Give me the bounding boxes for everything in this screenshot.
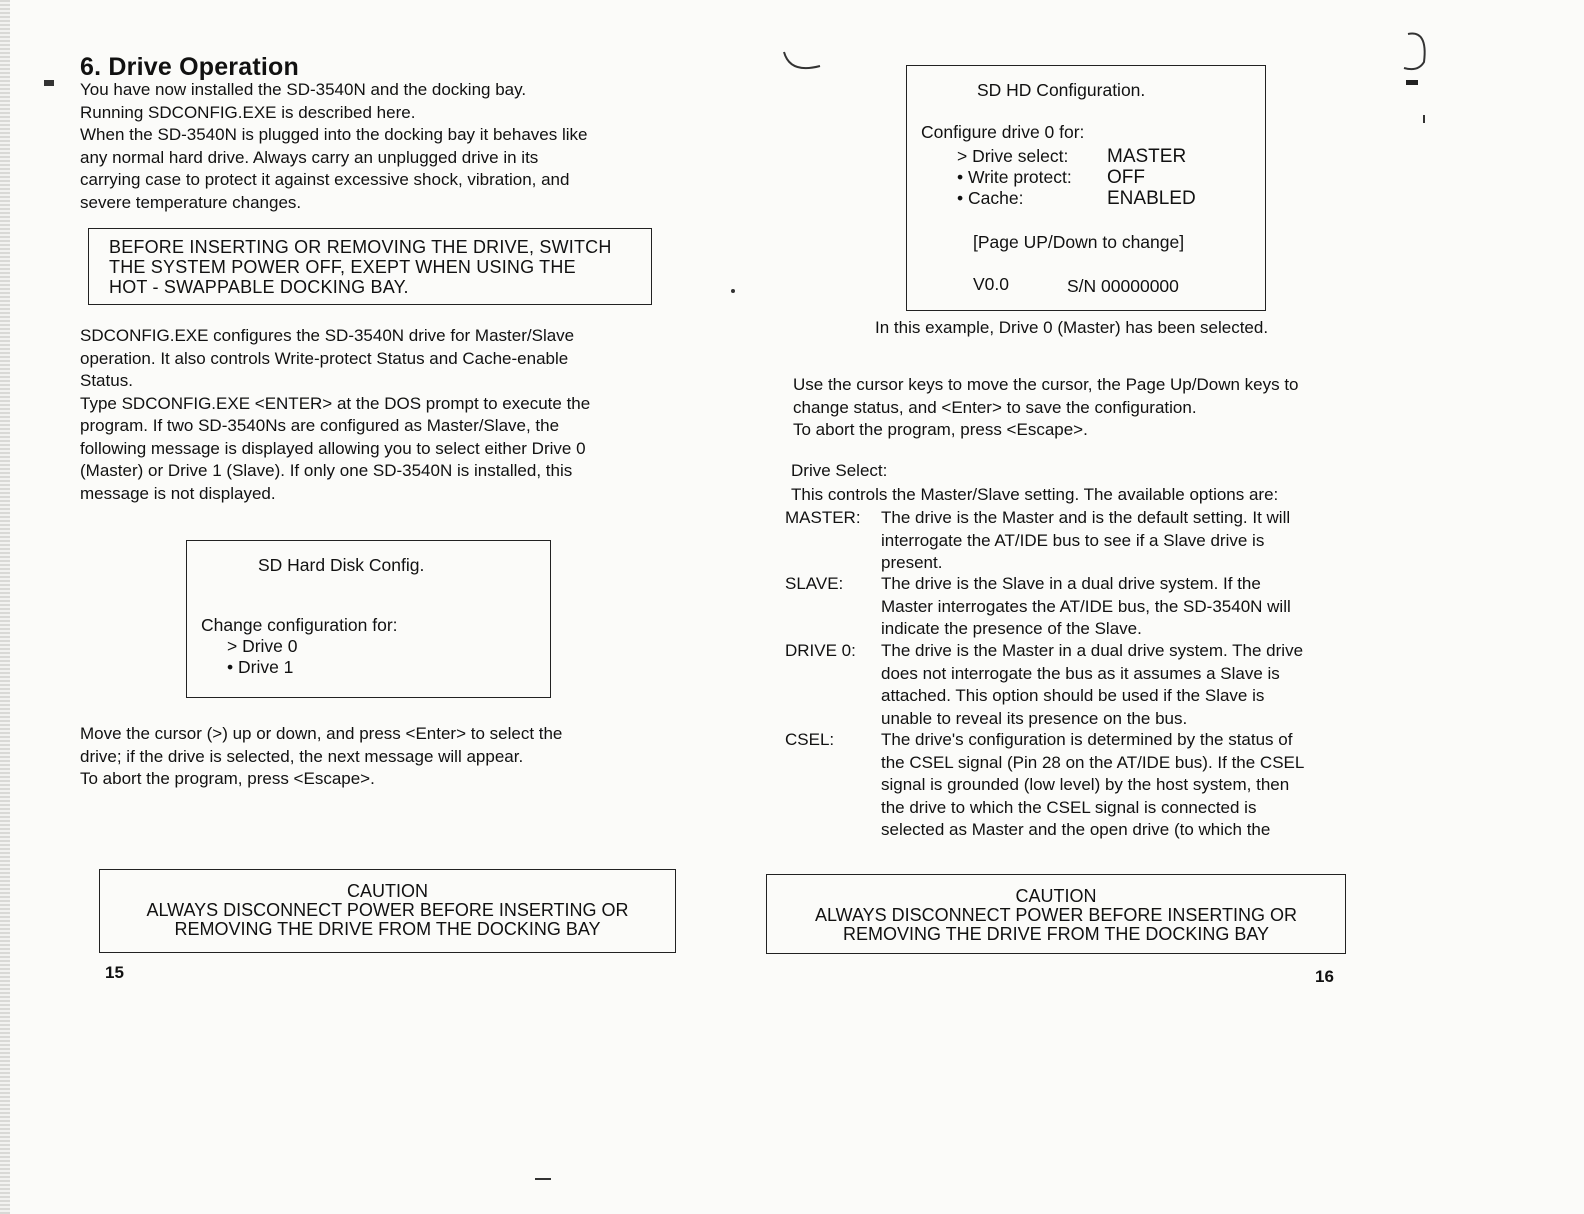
- cache-label: • Cache:: [957, 188, 1024, 208]
- screen-option-drive-0: > Drive 0: [227, 636, 298, 656]
- definition-line: does not interrogate the bus as it assumes a Slave is: [881, 663, 1280, 683]
- screen-hint: [Page UP/Down to change]: [973, 232, 1185, 252]
- hole-punch-mark: [1388, 28, 1438, 98]
- intro-line: carrying case to protect it against excessive shock, vibration, and: [80, 170, 570, 189]
- config-line: Type SDCONFIG.EXE <ENTER> at the DOS prompt to execute the: [80, 393, 591, 413]
- caution-line: REMOVING THE DRIVE FROM THE DOCKING BAY: [842, 924, 1270, 944]
- definition-csel: [785, 729, 1375, 844]
- definition-line: unable to reveal its presence on the bus.: [881, 708, 1188, 728]
- example-caption: In this example, Drive 0 (Master) has been selected.: [875, 318, 1269, 337]
- caution-box: [766, 874, 1346, 954]
- write-protect-label: • Write protect:: [957, 167, 1072, 187]
- intro-line: You have now installed the SD-3540N and the docking bay.: [80, 80, 527, 99]
- definition-line: The drive's configuration is determined by the status of: [881, 730, 1293, 749]
- definition-term: SLAVE:: [785, 574, 844, 593]
- scan-mark: [1423, 115, 1425, 123]
- intro-line: severe temperature changes.: [80, 192, 302, 212]
- binding-edge: [0, 0, 10, 1214]
- usage-line: Use the cursor keys to move the cursor, the Page Up/Down keys to: [793, 375, 1299, 394]
- section-heading: 6. Drive Operation: [80, 53, 299, 81]
- intro-line: any normal hard drive. Always carry an unplugged drive in its: [80, 147, 539, 167]
- firmware-version: V0.0: [973, 274, 1009, 294]
- config-line: Status.: [80, 371, 133, 390]
- write-protect-value: OFF: [1107, 167, 1145, 188]
- config-line: (Master) or Drive 1 (Slave). If only one SD-3540N is installed, this: [80, 461, 573, 480]
- page-number: 15: [105, 963, 124, 982]
- screen-title: SD HD Configuration.: [977, 80, 1146, 100]
- config-line: program. If two SD-3540Ns are configured as Master/Slave, the: [80, 416, 560, 435]
- usage-paragraph: [793, 374, 1383, 442]
- intro-paragraph: [80, 79, 660, 214]
- config-line: message is not displayed.: [80, 483, 276, 503]
- config-line: SDCONFIG.EXE configures the SD-3540N drive for Master/Slave: [80, 326, 575, 345]
- definition-term: DRIVE 0:: [785, 641, 856, 660]
- drive-select-heading: Drive Select:: [791, 461, 888, 480]
- serial-number: S/N 00000000: [1067, 276, 1179, 296]
- screen-prompt: Configure drive 0 for:: [921, 122, 1085, 142]
- definition-term: CSEL:: [785, 730, 835, 749]
- definition-line: the drive to which the CSEL signal is connected is: [881, 797, 1257, 817]
- scan-mark: [44, 80, 54, 86]
- screen-title: SD Hard Disk Config.: [258, 555, 425, 575]
- caution-line: ALWAYS DISCONNECT POWER BEFORE INSERTING OR: [814, 905, 1298, 925]
- definition-line: the CSEL signal (Pin 28 on the AT/IDE bus). If the CSEL: [881, 752, 1305, 772]
- drive-select-value: MASTER: [1107, 146, 1187, 167]
- definition-text: [881, 573, 1371, 641]
- usage-line: change status, and <Enter> to save the configuration.: [793, 397, 1197, 417]
- config-line: operation. It also controls Write-protect Status and Cache-enable: [80, 348, 569, 368]
- scan-mark: [731, 289, 735, 293]
- left-page: [80, 0, 680, 1214]
- move-line: Move the cursor (>) up or down, and press <Enter> to select the: [80, 724, 563, 743]
- caution-title: CAUTION: [347, 881, 428, 901]
- definition-line: The drive is the Master in a dual drive system. The drive: [881, 641, 1304, 660]
- move-line: To abort the program, press <Escape>.: [80, 769, 375, 788]
- warning-line: THE SYSTEM POWER OFF, EXEPT WHEN USING THE: [109, 257, 576, 277]
- page-number: 16: [1315, 967, 1334, 986]
- move-paragraph: [80, 723, 660, 791]
- configuration-screen: [906, 65, 1266, 311]
- config-paragraph: [80, 325, 660, 505]
- definition-line: signal is grounded (low level) by the host system, then: [881, 775, 1290, 794]
- definition-text: [881, 640, 1371, 730]
- usage-line: To abort the program, press <Escape>.: [793, 420, 1088, 439]
- warning-line: HOT - SWAPPABLE DOCKING BAY.: [109, 277, 409, 297]
- definition-slave: [785, 573, 1375, 643]
- definition-line: attached. This option should be used if the Slave is: [881, 686, 1265, 705]
- definition-drive-0: [785, 640, 1375, 732]
- definition-text: [881, 729, 1371, 842]
- definition-master: [785, 507, 1375, 577]
- intro-line: When the SD-3540N is plugged into the docking bay it behaves like: [80, 125, 588, 144]
- warning-box: [88, 228, 652, 305]
- definition-line: selected as Master and the open drive (to which the: [881, 820, 1271, 839]
- drive-select-label: > Drive select:: [957, 146, 1069, 166]
- definition-line: Master interrogates the AT/IDE bus, the SD-3540N will: [881, 596, 1291, 616]
- definition-term: MASTER:: [785, 508, 861, 527]
- definition-line: interrogate the AT/IDE bus to see if a Slave drive is: [881, 530, 1265, 550]
- drive-select-intro: This controls the Master/Slave setting. The available options are:: [791, 485, 1279, 504]
- caution-line: ALWAYS DISCONNECT POWER BEFORE INSERTING OR: [146, 900, 629, 920]
- cache-value: ENABLED: [1107, 188, 1196, 209]
- definition-line: The drive is the Slave in a dual drive system. If the: [881, 574, 1261, 593]
- definition-text: [881, 507, 1371, 575]
- screen-option-drive-1: • Drive 1: [227, 657, 294, 677]
- definition-line: present.: [881, 553, 943, 572]
- definition-line: indicate the presence of the Slave.: [881, 619, 1142, 638]
- caution-line: REMOVING THE DRIVE FROM THE DOCKING BAY: [174, 919, 601, 939]
- config-line: following message is displayed allowing you to select either Drive 0: [80, 438, 586, 458]
- caution-title: CAUTION: [1015, 886, 1097, 906]
- definition-line: The drive is the Master and is the default setting. It will: [881, 508, 1291, 527]
- right-page: [785, 0, 1385, 1214]
- warning-line: BEFORE INSERTING OR REMOVING THE DRIVE, SWITCH: [109, 237, 612, 257]
- screen-prompt: Change configuration for:: [201, 615, 398, 635]
- drive-select-screen: [186, 540, 551, 698]
- caution-box: [99, 869, 676, 953]
- intro-line: Running SDCONFIG.EXE is described here.: [80, 102, 416, 122]
- move-line: drive; if the drive is selected, the next message will appear.: [80, 746, 524, 766]
